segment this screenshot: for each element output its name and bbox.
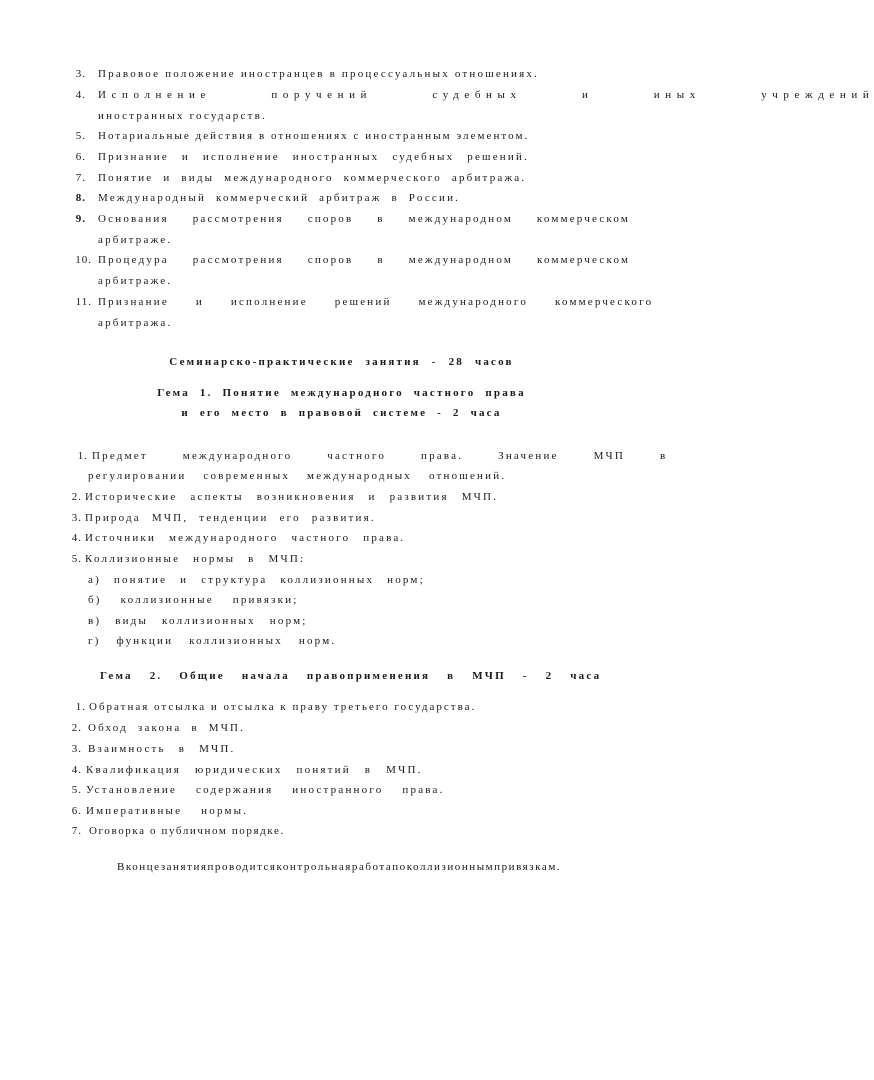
list-item: Предмет международного частного права. Значение МЧП в — [92, 450, 668, 462]
list-item-number: 7. — [75, 172, 86, 184]
list-item: Понятие и виды международного коммерческого арбитража. — [98, 172, 527, 184]
list-item: Оговорка о публичном порядке. — [89, 825, 285, 837]
list-item-number: 5. — [71, 784, 82, 796]
theme2-title: Гема 2. Общие начала правоприменения в МЧП - 2 часа — [100, 670, 602, 682]
sub-item: г) функции коллизионных норм. — [88, 635, 337, 647]
list-item: Исторические аспекты возникновения и развития МЧП. — [85, 491, 499, 503]
list-item: Коллизионные нормы в МЧП: — [85, 553, 306, 565]
sub-item: а) понятие и структура коллизионных норм; — [88, 574, 425, 586]
list-item: Основания рассмотрения споров в международном коммерческом — [98, 213, 631, 225]
list-item-number: 3. — [71, 512, 82, 524]
list-item: Обратная отсылка и отсылка к праву третьего государства. — [89, 701, 477, 713]
list-item-number: 5. — [75, 130, 86, 142]
list-item-continuation: арбитраже. — [98, 234, 173, 246]
sub-item: б) коллизионные привязки; — [88, 594, 299, 606]
list-item: Квалификация юридических понятий в МЧП. — [86, 764, 423, 776]
list-item: Правовое положение иностранцев в процессуальных отношениях. — [98, 68, 540, 80]
theme1-title-line2: и его место в правовой системе - 2 часа — [181, 407, 502, 419]
list-item-number: 6. — [71, 805, 82, 817]
list-item-number: 9. — [75, 213, 86, 225]
list-item-number: 8. — [75, 192, 86, 204]
list-item-number: 4. — [71, 764, 82, 776]
list-item: Обход закона в МЧП. — [88, 722, 246, 734]
list-item-number: 2. — [71, 491, 82, 503]
list-item: Признание и исполнение иностранных судебных решений. — [98, 151, 530, 163]
list-item: Установление содержания иностранного права. — [86, 784, 445, 796]
list-item-number: 6. — [75, 151, 86, 163]
theme1-title-line1: Гема 1. Понятие международного частного права — [157, 387, 526, 399]
list-item-number: 10. — [75, 254, 92, 266]
list-item: Взаимность в МЧП. — [88, 743, 236, 755]
final-note: Вконцезанятияпроводитсяконтрольнаяработапоколлизионнымпривязкам. — [117, 861, 562, 873]
list-item-continuation: иностранных государств. — [98, 110, 267, 122]
list-item-number: 3. — [75, 68, 86, 80]
list-item-number: 5. — [71, 553, 82, 565]
list-item-number: 11. — [75, 296, 92, 308]
list-item-continuation: регулировании современных международных отношений. — [88, 470, 507, 482]
list-item: Источники международного частного права. — [85, 532, 406, 544]
list-item: Процедура рассмотрения споров в международном коммерческом — [98, 254, 631, 266]
list-item-continuation: арбитраже. — [98, 275, 173, 287]
list-item: Исполнение поручений судебных и иных учреждений — [98, 89, 874, 101]
list-item-number: 7. — [71, 825, 82, 837]
list-item: Международный коммерческий арбитраж в России. — [98, 192, 461, 204]
list-item: Признание и исполнение решений международного коммерческого — [98, 296, 654, 308]
list-item: Императивные нормы. — [86, 805, 249, 817]
list-item-continuation: арбитража. — [98, 317, 173, 329]
section-heading: Семинарско-практические занятия - 28 часов — [169, 356, 514, 368]
list-item-number: 1. — [75, 701, 86, 713]
list-item-number: 2. — [71, 722, 82, 734]
list-item-number: 4. — [71, 532, 82, 544]
list-item-number: 4. — [75, 89, 86, 101]
list-item: Нотариальные действия в отношениях с иностранным элементом. — [98, 130, 530, 142]
list-item: Природа МЧП, тенденции его развития. — [85, 512, 376, 524]
list-item-number: 3. — [71, 743, 82, 755]
sub-item: в) виды коллизионных норм; — [88, 615, 308, 627]
list-item-number: 1. — [77, 450, 88, 462]
